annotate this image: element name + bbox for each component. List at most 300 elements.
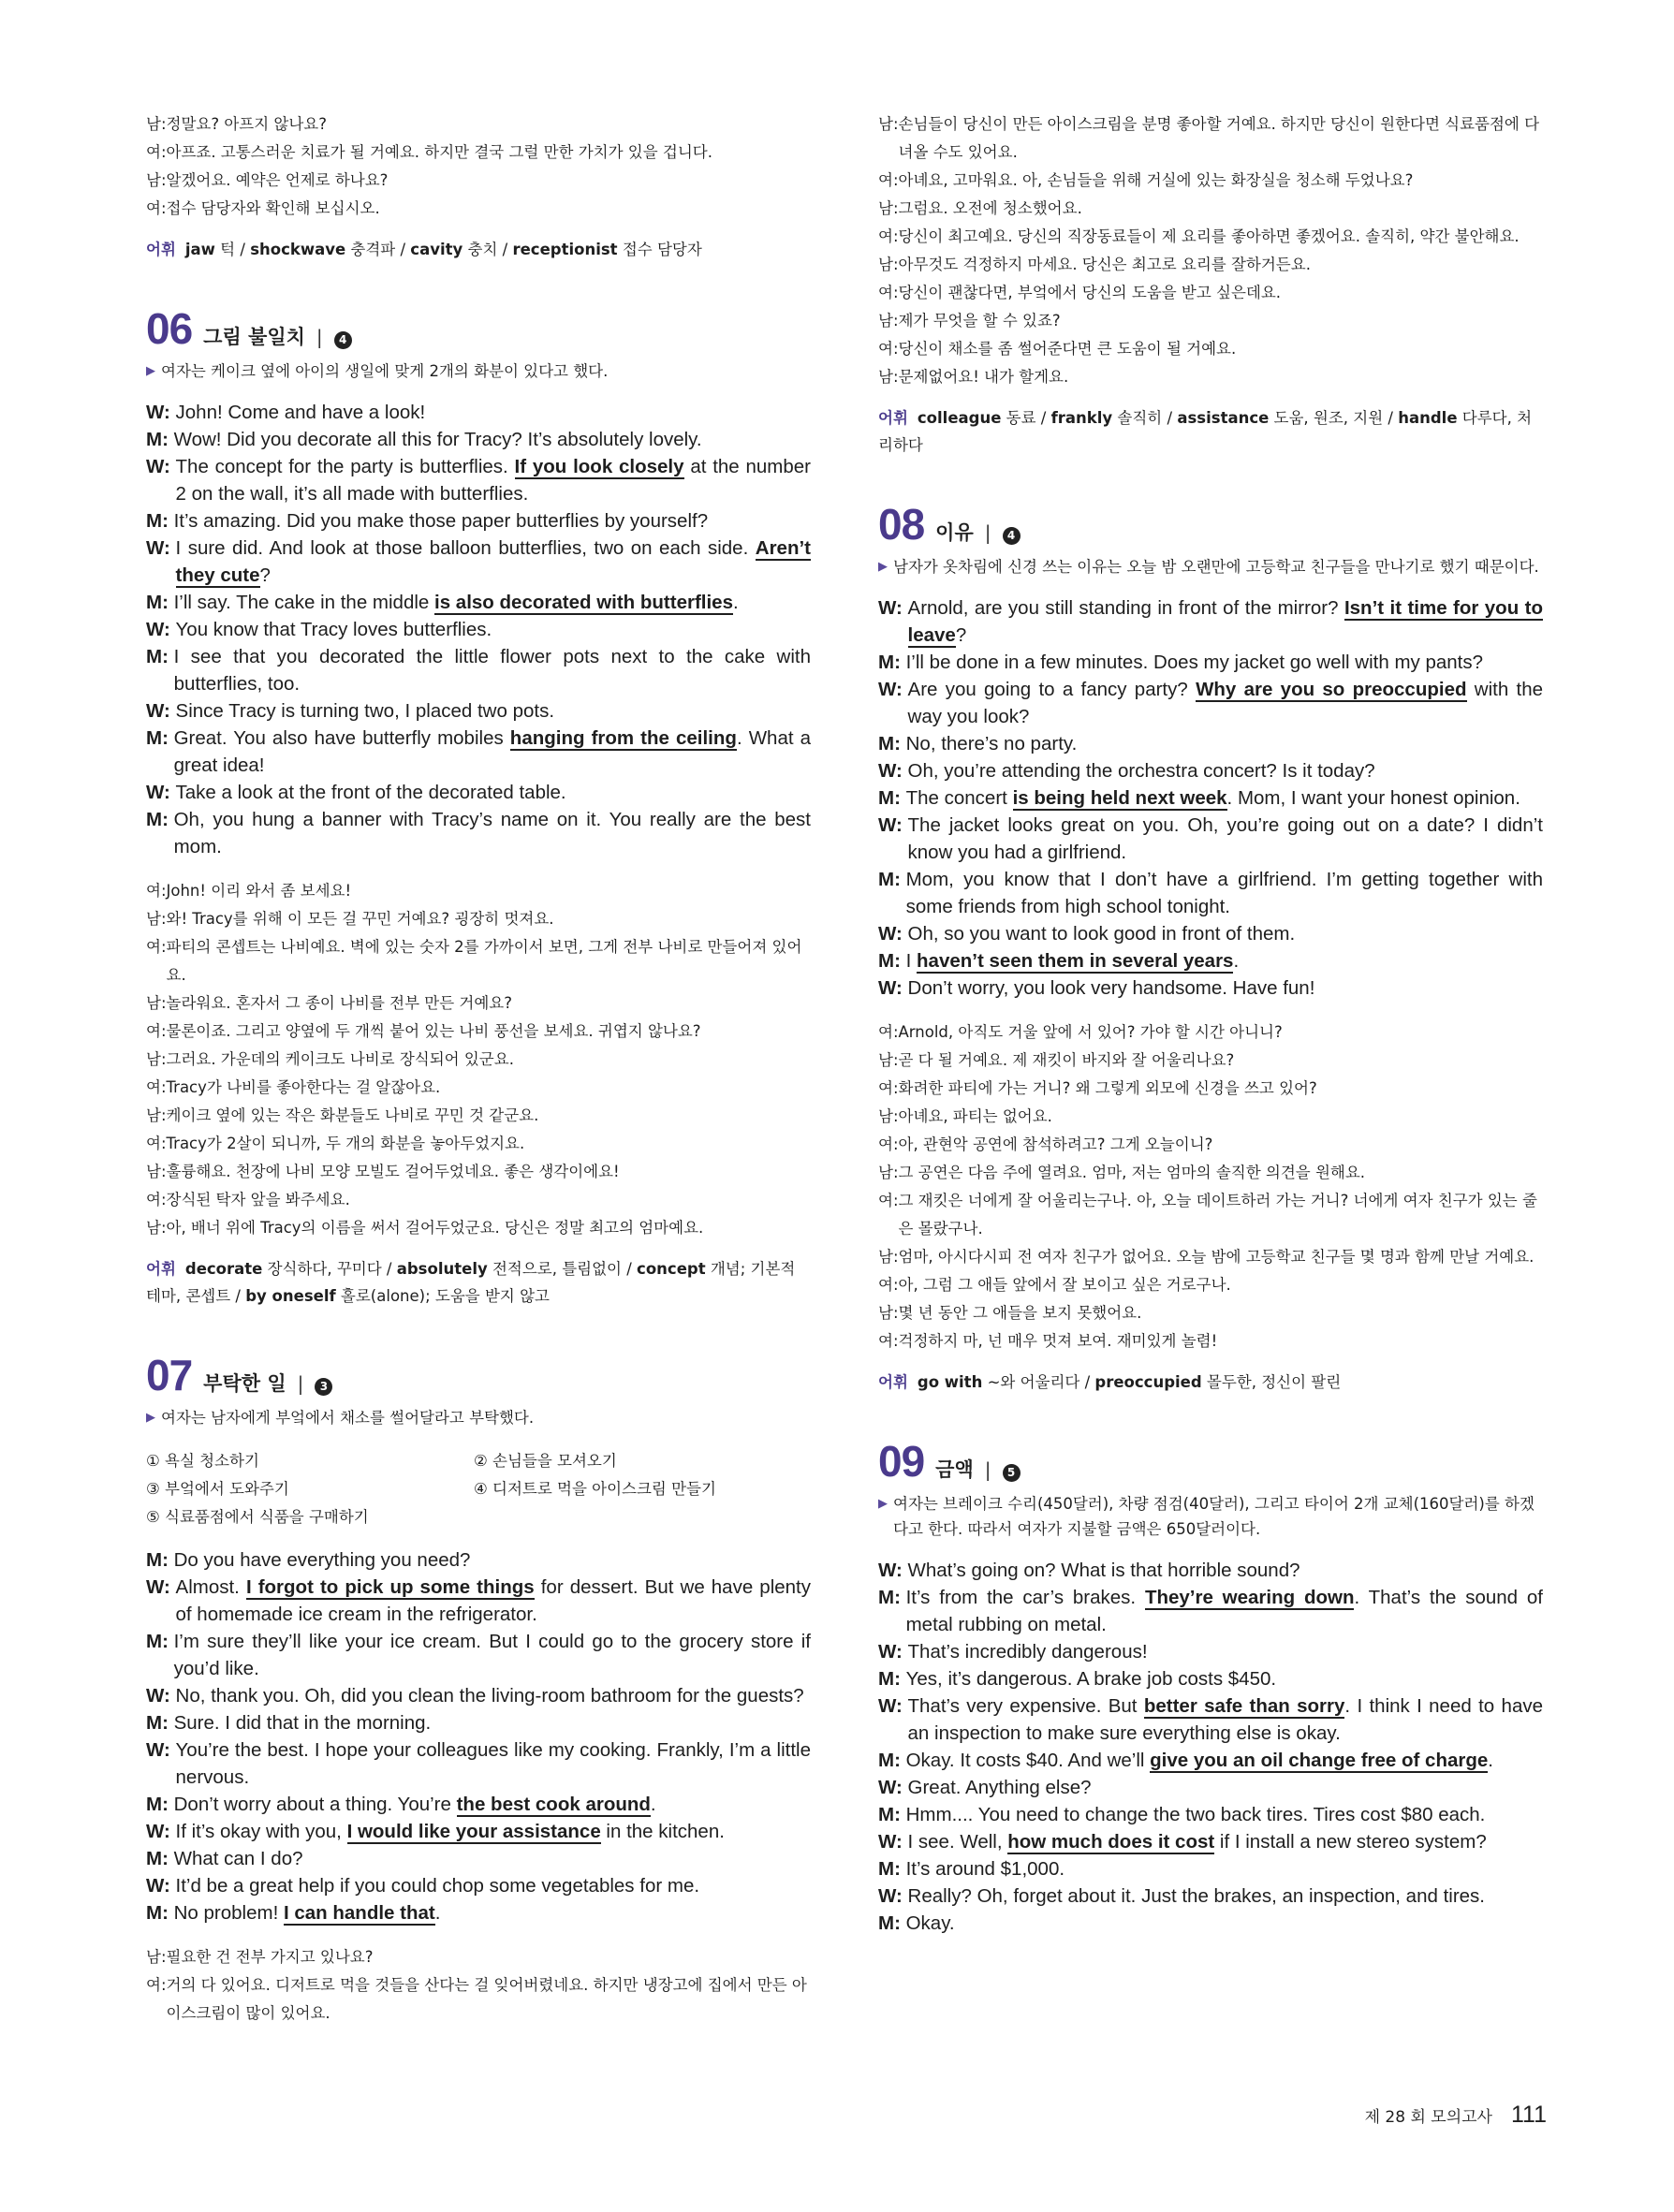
intro-vocabulary: 어휘 jaw 턱 / shockwave 충격파 / cavity 충치 / receptionist 접수 담당자 [146,241,702,258]
dialogue-line [878,335,1543,363]
line-text: Okay. [905,1912,955,1934]
dialogue-line [146,643,811,697]
line-text: 화려한 파티에 가는 거니? 왜 그렇게 외모에 신경을 쓰고 있어? [898,1079,1317,1097]
section-08-dialogue [878,594,1543,1002]
speaker-label: M: [146,510,174,532]
section-06-explanation [146,359,811,384]
dialogue-line [878,812,1543,866]
line-text: 문제없어요! 내가 할게요. [898,368,1069,386]
speaker-label: 남: [146,171,167,189]
speaker-label: M: [878,950,906,972]
line-text: 손님들이 당신이 만든 아이스크림을 분명 좋아할 거예요. 하지만 당신이 원한다면 식료품점에 다녀올 수도 있어요. [898,115,1540,161]
dialogue-line [878,757,1543,784]
line-text: Tracy가 2살이 되니까, 두 개의 화분을 놓아두었지요. [166,1135,525,1152]
speaker-label: 남: [146,1219,167,1237]
vocab-word: frankly [1050,409,1113,427]
key-phrase: better safe than sorry [1143,1695,1345,1717]
vocab-word: cavity [410,241,463,258]
section-06-header [146,304,811,353]
vocab-meaning: ~와 어울리다 [982,1373,1080,1391]
speaker-label: W: [146,782,176,803]
dialogue-line [878,1131,1543,1159]
speaker-label: M: [146,1848,174,1869]
dialogue-line [146,1899,811,1926]
dialogue-line [878,866,1543,920]
vocab-word: colleague [917,409,1002,427]
dialogue-line [878,363,1543,391]
key-phrase: Why are you so preoccupied [1196,679,1467,700]
page-footer [1311,2102,1547,2129]
speaker-label: 남: [146,1050,167,1068]
line-text: It’s from the car’s brakes. They’re wearing down. That’s the sound of metal rubbing on metal. [905,1587,1543,1635]
line-text: 알겠어요. 예약은 언제로 하나요? [166,171,389,189]
dialogue-line [878,1243,1543,1271]
dialogue-line [878,1299,1543,1327]
speaker-label: W: [146,700,176,722]
dialogue-line [878,1103,1543,1131]
line-text: It’s around $1,000. [905,1858,1065,1880]
dialogue-line [878,1159,1543,1187]
choice-5: ⑤ 식료품점에서 식품을 구매하기 [146,1508,369,1526]
dialogue-line [878,649,1543,676]
line-text: 필요한 건 전부 가지고 있나요? [166,1948,374,1966]
explanation-text: 여자는 케이크 옆에 아이의 생일에 맞게 2개의 화분이 있다고 했다. [161,362,609,380]
line-text: The concert is being held next week. Mom, I want your honest opinion. [905,787,1520,809]
vocab-word: jaw [184,241,215,258]
dialogue-line [878,947,1543,974]
dialogue-line [878,307,1543,335]
speaker-label: 여: [146,1022,167,1040]
exam-label: 제 28 회 모의고사 [1364,2108,1492,2127]
speaker-label: W: [878,977,908,999]
line-text: 그 재킷은 너에게 잘 어울리는구나. 아, 오늘 데이트하러 가는 거니? 너에게 여자 친구가 있는 줄은 몰랐구나. [898,1192,1537,1238]
speaker-label: M: [878,1804,906,1825]
dialogue-line [146,933,811,989]
line-text: What can I do? [173,1848,303,1869]
line-text: John! 이리 와서 좀 보세요! [166,882,352,900]
speaker-label: 여: [146,938,167,956]
dialogue-line [146,616,811,643]
speaker-label: M: [878,1750,906,1771]
line-text: I’ll be done in a few minutes. Does my jacket go well with my pants? [905,652,1484,673]
speaker-label: 여: [878,1332,899,1350]
dialogue-line [146,1046,811,1074]
speaker-label: M: [878,787,906,809]
dialogue-line [878,1047,1543,1075]
line-text: 와! Tracy를 위해 이 모든 걸 꾸민 거예요? 굉장히 멋져요. [166,910,554,928]
speaker-label: 여: [146,1078,167,1096]
speaker-label: W: [146,1739,176,1761]
speaker-label: W: [878,679,908,700]
speaker-label: M: [146,646,174,667]
speaker-label: 남: [878,1248,899,1266]
key-phrase: I would like your assistance [346,1821,601,1842]
vocab-heading: 어휘 [146,241,176,258]
line-text: 엄마, 아시다시피 전 여자 친구가 없어요. 오늘 밤에 고등학교 친구들 몇 명과 함께 만날 거예요. [898,1248,1534,1266]
dialogue-line [878,1855,1543,1882]
section-06-dialogue [146,399,811,860]
speaker-label: M: [878,869,906,890]
vocab-word: receptionist [512,241,618,258]
answer-badge: 3 [315,1378,332,1396]
speaker-label: 여: [146,1976,167,1994]
key-phrase: give you an oil change free of charge [1150,1750,1489,1771]
answer-badge: 4 [1003,527,1021,545]
line-text: Really? Oh, forget about it. Just the brakes, an inspection, and tires. [907,1885,1485,1907]
vocab-meaning: 개념; 기본적 테마, 콘셉트 [146,1260,796,1305]
dialogue-line [146,877,811,905]
line-text: Are you going to a fancy party? Why are you so preoccupied with the way you look? [907,679,1544,727]
speaker-label: 여: [146,1191,167,1209]
speaker-label: 남: [146,115,167,133]
section-08-vocabulary: 어휘 go with ~와 어울리다 / preoccupied 몰두한, 정신이 팔린 [878,1373,1342,1391]
line-text: 아프죠. 고통스러운 치료가 될 거예요. 하지만 결국 그럴 만한 가치가 있을 겁니다. [166,143,712,161]
section-06-korean-translation [146,877,811,1242]
line-text: 제가 무엇을 할 수 있죠? [898,312,1061,330]
dialogue-line [878,784,1543,812]
line-text: 장식된 탁자 앞을 봐주세요. [166,1191,350,1209]
dialogue-line [146,453,811,507]
answer-badge: 4 [334,331,352,349]
speaker-label: 여: [878,171,899,189]
line-text: 정말요? 아프지 않나요? [166,115,327,133]
vocab-meaning: 도움, 원조, 지원 [1269,409,1384,427]
section-08-korean-translation [878,1018,1543,1355]
dialogue-line [146,195,811,223]
dialogue-line [146,1818,811,1845]
speaker-label: W: [878,1695,908,1717]
dialogue-line [878,223,1543,251]
line-text: John! Come and have a look! [175,402,426,423]
dialogue-line [146,1709,811,1736]
dialogue-line [146,806,811,860]
line-text: No problem! I can handle that. [173,1902,441,1924]
speaker-label: W: [146,456,176,477]
vocab-word: go with [917,1373,983,1391]
dialogue-line [146,1682,811,1709]
dialogue-line [146,905,811,933]
dialogue-line [878,1638,1543,1665]
speaker-label: 여: [878,284,899,301]
section-number: 06 [146,304,193,353]
line-text: 케이크 옆에 있는 작은 화분들도 나비로 꾸민 것 같군요. [166,1106,539,1124]
key-phrase: I can handle that [283,1902,435,1924]
line-text: Do you have everything you need? [173,1549,471,1571]
line-text: I haven’t seen them in several years. [905,950,1240,972]
dialogue-line [878,594,1543,649]
line-text: Tracy가 나비를 좋아한다는 걸 알잖아요. [166,1078,441,1096]
speaker-label: 남: [878,256,899,273]
key-phrase: They’re wearing down [1144,1587,1355,1608]
intro-korean-translation [146,110,811,223]
page-number: 111 [1510,2102,1547,2128]
dialogue-line [878,279,1543,307]
vocab-meaning: 접수 담당자 [617,241,702,258]
speaker-label: W: [146,619,176,640]
speaker-label: 남: [146,1163,167,1180]
line-text: I’m sure they’ll like your ice cream. But I could go to the grocery store if you’d like. [173,1631,811,1679]
line-text: The jacket looks great on you. Oh, you’re going out on a date? I didn’t know you had a girlfriend. [907,814,1543,863]
explanation-text: 여자는 브레이크 수리(450달러), 차량 점검(40달러), 그리고 타이어 2개 교체(160달러)를 하겠다고 한다. 따라서 여자가 지불할 금액은 650달러이다. [893,1495,1534,1538]
line-text: Okay. It costs $40. And we’ll give you an oil change free of charge. [905,1750,1493,1771]
key-phrase: how much does it cost [1007,1831,1215,1853]
section-09-header [878,1437,1543,1486]
section-title: 이유 [935,521,974,544]
vocab-meaning: 충격파 [345,241,396,258]
vocab-word: handle [1398,409,1458,427]
line-text: 아, 배너 위에 Tracy의 이름을 써서 걸어두었군요. 당신은 정말 최고의 엄마예요. [166,1219,704,1237]
section-number: 07 [146,1351,193,1399]
line-text: 당신이 최고예요. 당신의 직장동료들이 제 요리를 좋아하면 좋겠어요. 솔직히, 약간 불안해요. [898,227,1520,245]
line-text: No, there’s no party. [905,733,1078,754]
line-text: Take a look at the front of the decorated table. [175,782,566,803]
speaker-label: W: [878,1885,908,1907]
dialogue-line [146,1186,811,1214]
line-text: Sure. I did that in the morning. [173,1712,432,1734]
triangle-icon: ▶ [146,1411,155,1425]
vocab-heading: 어휘 [878,409,908,427]
speaker-label: M: [146,809,174,830]
dialogue-line [146,1018,811,1046]
speaker-label: 남: [146,1106,167,1124]
speaker-label: 남: [146,910,167,928]
line-text: Don’t worry, you look very handsome. Have fun! [907,977,1315,999]
line-text: Wow! Did you decorate all this for Tracy? It’s absolutely lovely. [173,429,702,450]
vocab-meaning: 충치 [463,241,498,258]
vocab-meaning: 몰두한, 정신이 팔린 [1201,1373,1342,1391]
dialogue-line [146,1943,811,1971]
dialogue-line [146,589,811,616]
choice-4: ④ 디저트로 먹을 아이스크림 만들기 [474,1480,716,1498]
line-text: You’re the best. I hope your colleagues like my cooking. Frankly, I’m a little nervous. [175,1739,811,1788]
speaker-label: W: [878,814,908,836]
key-phrase: Aren’t they cute [175,537,811,586]
line-text: 파티의 콘셉트는 나비예요. 벽에 있는 숫자 2를 가까이서 보면, 그게 전부 나비로 만들어져 있어요. [166,938,802,984]
speaker-label: W: [878,597,908,619]
line-text: Hmm.... You need to change the two back tires. Tires cost $80 each. [905,1804,1486,1825]
dialogue-line [878,1327,1543,1355]
right-column [878,110,1543,1937]
line-text: 당신이 괜찮다면, 부엌에서 당신의 도움을 받고 싶은데요. [898,284,1282,301]
speaker-label: 여: [878,1192,899,1209]
vocab-word: by oneself [245,1287,336,1305]
line-text: That’s very expensive. But better safe than sorry. I think I need to have an inspection to make sure everything else is okay. [907,1695,1543,1744]
dialogue-line [878,1075,1543,1103]
speaker-label: 여: [878,1023,899,1041]
dialogue-line [878,676,1543,730]
line-text: 물론이죠. 그리고 양옆에 두 개씩 붙어 있는 나비 풍선을 보세요. 귀엽지 않나요? [166,1022,701,1040]
divider: | [297,1372,304,1395]
speaker-label: W: [146,537,176,559]
speaker-label: M: [146,1794,174,1815]
dialogue-line [146,1214,811,1242]
dialogue-line [146,1574,811,1628]
speaker-label: 남: [878,115,899,133]
vocab-word: absolutely [396,1260,488,1278]
speaker-label: 여: [878,340,899,358]
speaker-label: W: [146,402,176,423]
line-text: I sure did. And look at those balloon butterflies, two on each side. Aren’t they cute? [175,537,811,586]
triangle-icon: ▶ [146,364,155,378]
speaker-label: M: [878,1587,906,1608]
speaker-label: M: [146,1902,174,1924]
dialogue-line [878,1018,1543,1047]
speaker-label: W: [878,1560,908,1581]
dialogue-line [146,1102,811,1130]
dialogue-line [878,1801,1543,1828]
section-07-header [146,1351,811,1399]
vocab-meaning: 다루다, 처리하다 [878,409,1533,454]
dialogue-line [878,730,1543,757]
line-text: Mom, you know that I don’t have a girlfriend. I’m getting together with some friends from high school tonight. [905,869,1543,917]
divider: | [984,1458,991,1481]
line-text: 몇 년 동안 그 애들을 보지 못했어요. [898,1304,1142,1322]
section-06-vocabulary: 어휘 decorate 장식하다, 꾸미다 / absolutely 전적으로, 틀림없이 / concept 개념; 기본적 테마, 콘셉트 / by oneself 홀로(alone); 도움을 받지 않고 [146,1260,796,1305]
speaker-label: W: [146,1576,176,1598]
choice-1: ① 욕실 청소하기 [146,1452,259,1470]
vocab-meaning: 턱 [214,241,236,258]
key-phrase: If you look closely [514,456,684,477]
speaker-label: W: [878,1831,908,1853]
dialogue-line [146,535,811,589]
dialogue-line [146,1158,811,1186]
line-text: Oh, so you want to look good in front of them. [907,923,1296,945]
dialogue-line [878,1882,1543,1910]
speaker-label: W: [878,760,908,782]
line-text: 걱정하지 마, 넌 매우 멋져 보여. 재미있게 놀렴! [898,1332,1218,1350]
dialogue-line [878,1271,1543,1299]
line-text: 당신이 채소를 좀 썰어준다면 큰 도움이 될 거예요. [898,340,1237,358]
line-text: You know that Tracy loves butterflies. [175,619,492,640]
speaker-label: M: [146,1631,174,1652]
vocab-word: assistance [1177,409,1270,427]
section-title: 부탁한 일 [203,1372,286,1395]
dialogue-line [146,989,811,1018]
speaker-label: M: [878,1912,906,1934]
section-number: 08 [878,500,925,549]
line-text: Almost. I forgot to pick up some things for dessert. But we have plenty of homemade ice cream in the refrigerator. [175,1576,811,1625]
explanation-text: 남자가 옷차림에 신경 쓰는 이유는 오늘 밤 오랜만에 고등학교 친구들을 만나기로 했기 때문이다. [893,558,1539,576]
speaker-label: 남: [878,1164,899,1181]
speaker-label: M: [146,1549,174,1571]
section-title: 그림 불일치 [203,326,305,348]
dialogue-line [878,1774,1543,1801]
dialogue-line [146,1845,811,1872]
line-text: 아, 그럼 그 애들 앞에서 잘 보이고 싶은 거로구나. [898,1276,1231,1294]
dialogue-line [146,1130,811,1158]
divider: | [984,521,991,544]
speaker-label: 여: [878,1079,899,1097]
dialogue-line [878,1910,1543,1937]
key-phrase: the best cook around [456,1794,651,1815]
dialogue-line [878,1828,1543,1855]
dialogue-line [146,1971,811,2028]
line-text: No, thank you. Oh, did you clean the living-room bathroom for the guests? [175,1685,804,1707]
speaker-label: 남: [878,1107,899,1125]
line-text: That’s incredibly dangerous! [907,1641,1148,1663]
key-phrase: I forgot to pick up some things [245,1576,535,1598]
dialogue-line [146,1074,811,1102]
line-text: Arnold, 아직도 거울 앞에 서 있어? 가야 할 시간 아니니? [898,1023,1283,1041]
speaker-label: W: [146,1875,176,1897]
line-text: The concept for the party is butterflies. If you look closely at the number 2 on the wall, it’s all made with butterflies. [175,456,811,505]
section-07-explanation [146,1405,811,1430]
section-title: 금액 [935,1458,974,1481]
dialogue-line [146,1791,811,1818]
line-text: 훌륭해요. 천장에 나비 모양 모빌도 걸어두었네요. 좋은 생각이에요! [166,1163,620,1180]
vocab-heading: 어휘 [878,1373,908,1391]
line-text: Great. You also have butterfly mobiles hanging from the ceiling. What a great idea! [173,727,812,776]
speaker-label: 남: [146,994,167,1012]
dialogue-line [146,1736,811,1791]
vocab-meaning: 전적으로, 틀림없이 [487,1260,622,1278]
dialogue-line [878,920,1543,947]
vocab-word: decorate [184,1260,263,1278]
line-text: Yes, it’s dangerous. A brake job costs $450. [905,1668,1277,1690]
dialogue-line [878,974,1543,1002]
vocab-word: concept [637,1260,706,1278]
speaker-label: M: [878,1858,906,1880]
speaker-label: W: [146,1821,176,1842]
section-08-header [878,500,1543,549]
dialogue-line [146,1628,811,1682]
section-09-dialogue [878,1557,1543,1937]
line-text: 곧 다 될 거예요. 제 재킷이 바지와 잘 어울리나요? [898,1051,1235,1069]
line-text: 놀라워요. 혼자서 그 종이 나비를 전부 만든 거예요? [166,994,512,1012]
line-text: 거의 다 있어요. 디저트로 먹을 것들을 산다는 걸 잊어버렸네요. 하지만 냉장고에 집에서 만든 아이스크림이 많이 있어요. [166,1976,807,2022]
dialogue-line [878,1557,1543,1584]
speaker-label: 여: [878,1135,899,1153]
speaker-label: 남: [878,312,899,330]
dialogue-line [878,251,1543,279]
dialogue-line [146,139,811,167]
line-text: I see that you decorated the little flower pots next to the cake with butterflies, too. [173,646,811,695]
key-phrase: is also decorated with butterflies [434,592,733,613]
speaker-label: 여: [146,143,167,161]
line-text: What’s going on? What is that horrible sound? [907,1560,1300,1581]
choice-3: ③ 부엌에서 도와주기 [146,1480,289,1498]
dialogue-line [146,1872,811,1899]
line-text: 그러요. 가운데의 케이크도 나비로 장식되어 있군요. [166,1050,514,1068]
line-text: I’ll say. The cake in the middle is also decorated with butterflies. [173,592,739,613]
explanation-text: 여자는 남자에게 부엌에서 채소를 썰어달라고 부탁했다. [161,1409,535,1427]
vocab-meaning: 동료 [1001,409,1036,427]
dialogue-line [146,167,811,195]
speaker-label: M: [146,1712,174,1734]
line-text: 아무것도 걱정하지 마세요. 당신은 최고로 요리를 잘하거든요. [898,256,1311,273]
speaker-label: 여: [146,1135,167,1152]
line-text: I see. Well, how much does it cost if I install a new stereo system? [907,1831,1487,1853]
line-text: Oh, you hung a banner with Tracy’s name on it. You really are the best mom. [173,809,811,857]
speaker-label: 남: [878,368,899,386]
line-text: 아녜요, 고마워요. 아, 손님들을 위해 거실에 있는 화장실을 청소해 두었나요? [898,171,1414,189]
line-text: 그 공연은 다음 주에 열려요. 엄마, 저는 엄마의 솔직한 의견을 원해요. [898,1164,1366,1181]
dialogue-line [878,1187,1543,1243]
triangle-icon: ▶ [878,1497,888,1511]
line-text: Don’t worry about a thing. You’re the best cook around. [173,1794,656,1815]
section-07-vocabulary: 어휘 colleague 동료 / frankly 솔직히 / assistance 도움, 원조, 지원 / handle 다루다, 처리하다 [878,409,1533,454]
vocab-meaning: 홀로(alone); 도움을 받지 않고 [335,1287,550,1305]
line-text: Arnold, are you still standing in front of the mirror? Isn’t it time for you to leave? [907,597,1543,646]
speaker-label: M: [878,652,906,673]
line-text: 접수 담당자와 확인해 보십시오. [166,199,380,217]
left-column [146,110,811,2028]
speaker-label: 여: [878,1276,899,1294]
key-phrase: hanging from the ceiling [509,727,737,749]
dialogue-line [878,1747,1543,1774]
speaker-label: M: [146,592,174,613]
key-phrase: haven’t seen them in several years [917,950,1234,972]
